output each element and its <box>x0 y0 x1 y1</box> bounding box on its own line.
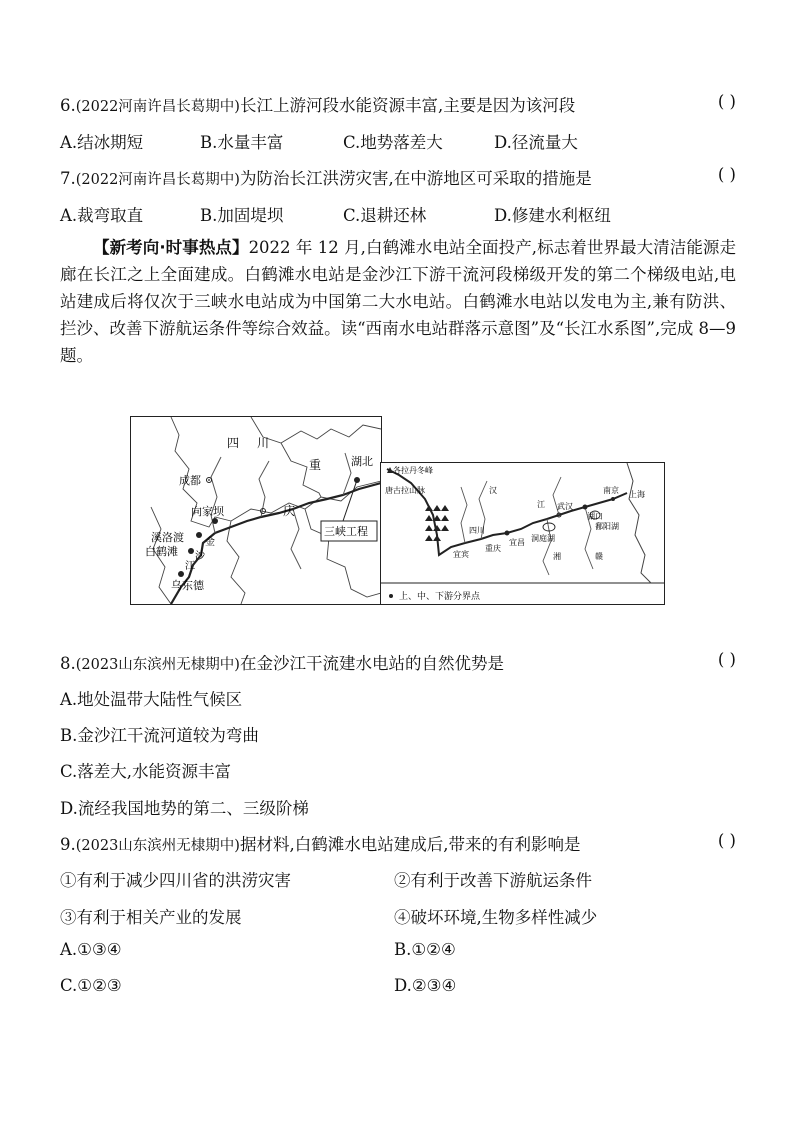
baihetan-dot <box>188 548 194 554</box>
q8-option-a: A.地处温带大陆性气候区 <box>60 690 243 709</box>
q9-statement-3: ③有利于相关产业的发展 <box>60 908 242 927</box>
q9-option-a: A.①③④ <box>60 940 122 959</box>
q7-option-c: C.退耕还林 <box>343 206 427 225</box>
label-chongqing: 重庆 <box>485 544 501 553</box>
q8-source: (2023山东滨州无棣期中) <box>75 657 240 673</box>
map2-svg <box>381 463 664 604</box>
label-jin: 金 <box>205 537 215 548</box>
coastline <box>627 463 651 583</box>
label-peak: 各拉丹冬峰 <box>393 466 433 475</box>
map-southwest-hydropower <box>130 416 382 605</box>
tributary-river <box>343 453 351 495</box>
q8-stem <box>60 650 736 674</box>
boundary-point-yichang <box>505 531 510 536</box>
label-xiluodu: 溪洛渡 <box>151 531 184 544</box>
tributary-river <box>291 509 301 569</box>
material-tag: 【新考向·时事热点】 <box>93 238 249 257</box>
label-wuhan: 武汉 <box>557 502 573 511</box>
boundary-line <box>251 417 381 443</box>
label-jiang: 江 <box>185 561 195 572</box>
label-hubei: 湖北 <box>351 455 373 468</box>
q9-statement-4: ④破坏环境,生物多样性减少 <box>394 908 598 927</box>
xiangjiaba-dot <box>212 518 218 524</box>
q9-option-d: D.②③④ <box>394 976 457 995</box>
map-yangtze-system <box>380 462 665 605</box>
q8-stem-text: 在金沙江干流建水电站的自然优势是 <box>239 654 504 673</box>
q6-number: 6. <box>60 96 76 115</box>
legend-text: 上、中、下游分界点 <box>399 592 481 602</box>
q9-source: (2023山东滨州无棣期中) <box>75 838 240 854</box>
q6-stem-text: 长江上游河段水能资源丰富,主要是因为该河段 <box>239 96 576 115</box>
q6-option-d: D.径流量大 <box>494 133 578 152</box>
label-han: 汉 <box>489 486 497 495</box>
q6-option-b: B.水量丰富 <box>200 133 284 152</box>
label-qing: 庆 <box>283 504 296 518</box>
tributary <box>543 519 551 575</box>
sanxia-pointer <box>343 480 357 521</box>
label-wudongde: 乌东德 <box>171 579 204 592</box>
q8-option-c: C.落差大,水能资源丰富 <box>60 762 232 781</box>
legend-dot <box>389 594 393 598</box>
q6-option-c: C.地势落差大 <box>343 133 443 152</box>
q9-statement-1: ①有利于减少四川省的洪涝灾害 <box>60 871 291 890</box>
q8-option-b: B.金沙江干流河道较为弯曲 <box>60 726 259 745</box>
label-sha: 沙 <box>195 551 205 562</box>
tributary <box>461 487 467 543</box>
nanjing-dot <box>611 497 615 501</box>
label-sanxia: 三峡工程 <box>324 525 368 538</box>
label-jiang-2: 江 <box>537 500 545 509</box>
q7-option-b: B.加固堤坝 <box>200 206 284 225</box>
label-sichuan-1: 四 <box>227 436 240 450</box>
q7-stem-text: 为防治长江洪涝灾害,在中游地区可采取的措施是 <box>239 169 592 188</box>
q7-number: 7. <box>60 169 76 188</box>
label-gan: 赣 <box>595 552 603 561</box>
label-sichuan: 四川 <box>469 526 485 535</box>
label-chengdu: 成都 <box>179 474 201 487</box>
label-chong: 重 <box>309 458 322 472</box>
label-shanghai: 上海 <box>629 490 645 499</box>
q9-number: 9. <box>60 835 76 854</box>
chengdu-dot <box>208 479 210 481</box>
q8-option-d: D.流经我国地势的第二、三级阶梯 <box>60 799 309 818</box>
label-xiang: 湘 <box>553 552 561 561</box>
label-nanjing: 南京 <box>603 486 619 495</box>
q9-stem <box>60 831 736 855</box>
q7-answer-paren: ( ) <box>717 165 736 184</box>
label-hukou: 湖口 <box>587 512 603 521</box>
q9-statement-2: ②有利于改善下游航运条件 <box>394 871 592 890</box>
label-xiangjiaba: 向家坝 <box>191 505 224 518</box>
q8-number: 8. <box>60 654 76 673</box>
q7-option-a: A.裁弯取直 <box>60 206 144 225</box>
q6-source: (2022河南许昌长葛期中) <box>75 99 240 115</box>
q6-answer-paren: ( ) <box>717 92 736 111</box>
mountain-symbols <box>425 505 449 541</box>
q7-source: (2022河南许昌长葛期中) <box>75 172 240 188</box>
label-poyang: 鄱阳湖 <box>595 522 619 531</box>
q7-stem <box>60 165 736 189</box>
q7-option-d: D.修建水利枢纽 <box>494 206 611 225</box>
q9-option-b: B.①②④ <box>394 940 456 959</box>
xiluodu-dot <box>196 532 202 538</box>
map1-svg <box>131 417 381 604</box>
q9-answer-paren: ( ) <box>717 831 736 850</box>
label-dongting: 洞庭湖 <box>531 534 555 543</box>
q6-stem <box>60 92 736 116</box>
material-text: 2022 年 12 月,白鹤滩水电站全面投产,标志着世界最大清洁能源走廊在长江之上全面建成。白鹤滩水电站是金沙江下游干流河段梯级开发的第二个梯级电站,电站建成后将仅次于三峡水电站成为中国第二大水电站。白鹤滩水电站以发电为主,兼有防洪、拦沙、改善下游航运条件等综合效益。读“西南水电站群落示意图”及“长江水系图”,完成 8—9 题。 <box>60 238 736 365</box>
wudongde-dot <box>178 571 184 577</box>
label-yichang: 宜昌 <box>509 538 525 547</box>
boundary-line <box>227 521 245 604</box>
material-paragraph <box>60 234 736 369</box>
boundary-point-hukou <box>583 505 588 510</box>
q9-stem-text: 据材料,白鹤滩水电站建成后,带来的有利影响是 <box>239 835 581 854</box>
label-yibin: 宜宾 <box>453 550 469 559</box>
q6-option-a: A.结冰期短 <box>60 133 144 152</box>
label-baihetan: 白鹤滩 <box>145 545 178 558</box>
label-range: 唐古拉山脉 <box>385 486 425 495</box>
q8-answer-paren: ( ) <box>717 650 736 669</box>
q9-option-c: C.①②③ <box>60 976 122 995</box>
label-sichuan-2: 川 <box>257 436 270 450</box>
